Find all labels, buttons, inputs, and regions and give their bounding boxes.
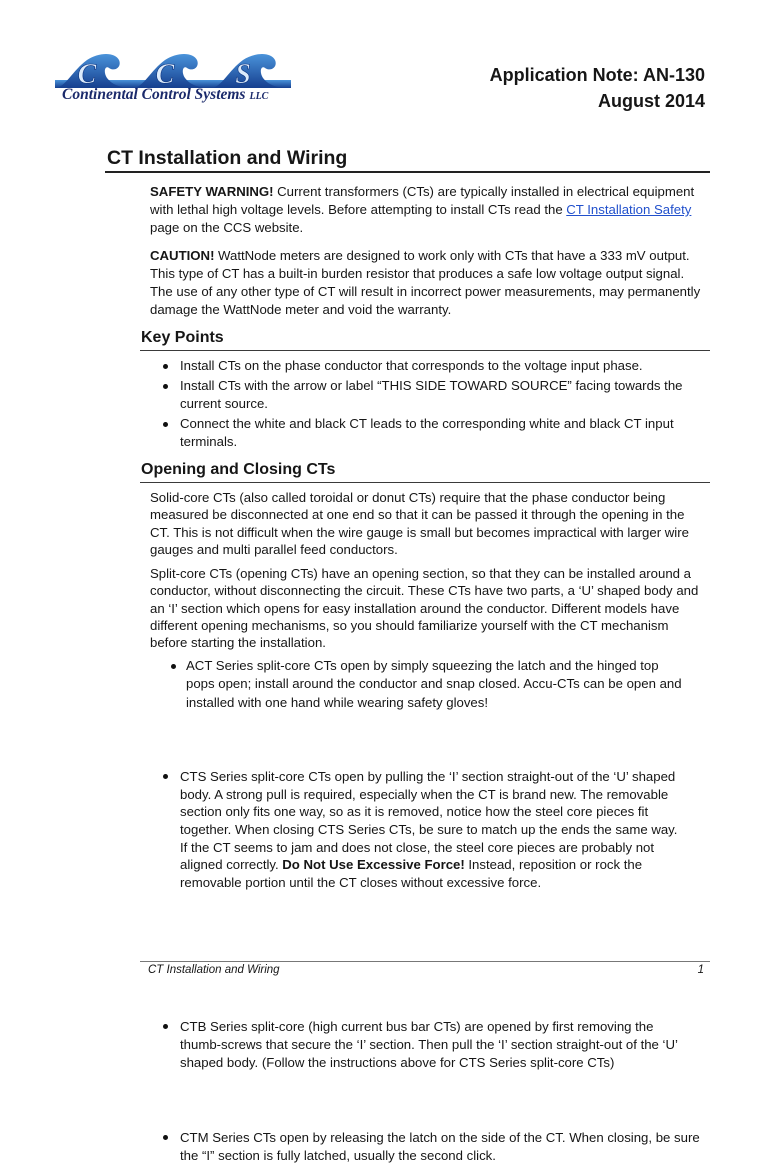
key-points-heading: Key Points bbox=[141, 329, 224, 346]
bullet-icon bbox=[163, 422, 168, 427]
caution-line: This type of CT has a built-in burden resistor that produces a safe low voltage output signal. bbox=[150, 266, 685, 281]
list-item-text: Instead, reposition or rock the bbox=[468, 857, 643, 873]
list-item-line: Connect the white and black CT leads to the corresponding white and black CT input bbox=[180, 416, 674, 431]
list-item-line: CTS Series split-core CTs open by pulling the ‘I’ section straight-out of the ‘U’ shaped bbox=[180, 768, 676, 784]
safety-warning-line: page on the CCS website. bbox=[150, 220, 304, 235]
list-item-line bbox=[180, 856, 768, 874]
application-note-number: Application Note: AN-130 bbox=[489, 65, 705, 85]
paragraph-line: conductor, without disconnecting the circuit. These CTs have two parts, a ‘U’ shaped body and bbox=[150, 583, 699, 599]
key-points-divider bbox=[140, 350, 710, 351]
list-item-line: together. When closing CTS Series CTs, be sure to match up the ends the same way. bbox=[180, 821, 678, 837]
list-item-line: Install CTs on the phase conductor that corresponds to the voltage input phase. bbox=[180, 358, 643, 373]
safety-warning-label: SAFETY WARNING! bbox=[150, 184, 274, 199]
bullet-icon bbox=[163, 774, 168, 779]
list-item-text: aligned correctly. bbox=[180, 857, 279, 873]
list-item-line: ACT Series split-core CTs open by simply squeezing the latch and the hinged top bbox=[186, 658, 659, 673]
bullet-icon bbox=[171, 664, 176, 669]
list-item-line: thumb-screws that secure the ‘I’ section. Then pull the ‘I’ section straight-out of the ‘U’ bbox=[180, 1037, 678, 1052]
page-title: CT Installation and Wiring bbox=[107, 147, 348, 169]
footer-divider bbox=[140, 961, 710, 962]
list-item bbox=[180, 415, 683, 451]
excessive-force-warning: Do Not Use Excessive Force! bbox=[282, 857, 465, 873]
safety-warning-line bbox=[150, 183, 694, 201]
list-item bbox=[180, 357, 683, 375]
list-item-line: CTM Series CTs open by releasing the latch on the side of the CT. When closing, be sure bbox=[180, 1129, 700, 1145]
company-name bbox=[62, 85, 268, 107]
list-item-line: shaped body. (Follow the instructions above for CTS Series split-core CTs) bbox=[180, 1055, 615, 1071]
logo-letter-c-first: C bbox=[77, 59, 97, 90]
footer-title: CT Installation and Wiring bbox=[148, 964, 280, 976]
caution-paragraph bbox=[150, 247, 700, 319]
list-item-line: installed with one hand while wearing safety gloves! bbox=[186, 694, 489, 710]
paragraph-line: an ‘I’ section which opens for easy installation around the conductor. Different models have bbox=[150, 600, 680, 616]
ctm-series-item bbox=[180, 1129, 768, 1165]
company-name-text: Continental Control Systems bbox=[62, 86, 246, 103]
ctb-series-item bbox=[180, 1018, 768, 1073]
caution-line: damage the WattNode meter and void the warranty. bbox=[150, 302, 452, 317]
caution-text: WattNode meters are designed to work only with CTs that have a 333 mV output. bbox=[218, 248, 690, 263]
company-suffix: LLC bbox=[249, 91, 269, 102]
opening-closing-heading: Opening and Closing CTs bbox=[141, 461, 336, 478]
page-number: 1 bbox=[697, 964, 704, 976]
bullet-icon bbox=[163, 1024, 168, 1029]
list-item-line: removable portion until the CT closes without excessive force. bbox=[180, 875, 542, 891]
paragraph-line: CT. This is not difficult when the wire gauge is small but becomes impractical with larger wire bbox=[150, 524, 689, 540]
company-logo bbox=[55, 50, 291, 90]
list-item-line: terminals. bbox=[180, 434, 238, 449]
publication-date: August 2014 bbox=[597, 91, 705, 111]
logo-letter-s: S bbox=[235, 59, 251, 90]
safety-warning-line bbox=[150, 201, 694, 219]
safety-warning-paragraph bbox=[150, 183, 694, 237]
list-item-line: Install CTs with the arrow or label “THIS SIDE TOWARD SOURCE” facing towards the bbox=[180, 378, 683, 393]
bullet-icon bbox=[163, 1135, 168, 1140]
cts-series-item bbox=[180, 768, 768, 892]
safety-warning-text: with lethal high voltage levels. Before attempting to install CTs read the bbox=[150, 202, 563, 217]
paragraph-line: different opening mechanisms, so you should familiarize yourself with the CT mechanism bbox=[150, 617, 669, 633]
act-series-item bbox=[186, 657, 768, 712]
opening-closing-divider bbox=[140, 482, 710, 483]
caution-line: The use of any other type of CT will result in incorrect power measurements, may permanently bbox=[150, 284, 701, 299]
paragraph-line: Split-core CTs (opening CTs) have an opening section, so that they can be installed around a bbox=[150, 566, 692, 581]
logo-letter-c-second: C bbox=[155, 59, 175, 90]
bullet-icon bbox=[163, 384, 168, 389]
list-item-line: If the CT seems to jam and does not close, the steel core pieces are probably not bbox=[180, 839, 655, 855]
paragraph-line: measured be disconnected at one end so that it can be passed it through the opening in the bbox=[150, 507, 685, 523]
solid-core-paragraph bbox=[150, 489, 689, 558]
list-item-line: pops open; install around the conductor and snap closed. Accu-CTs can be open and bbox=[186, 676, 682, 692]
list-item-line: the “I” section is fully latched, usually the second click. bbox=[180, 1147, 496, 1163]
paragraph-line: gauges and multi parallel feed conductors. bbox=[150, 541, 398, 557]
key-points-list bbox=[180, 357, 683, 451]
list-item-line: section only fits one way, so as it is removed, notice how the steel core pieces fit bbox=[180, 804, 649, 820]
safety-warning-text: Current transformers (CTs) are typically installed in electrical equipment bbox=[277, 184, 695, 199]
list-item-line: CTB Series split-core (high current bus bar CTs) are opened by first removing the bbox=[180, 1018, 654, 1034]
list-item-line: current source. bbox=[180, 396, 268, 411]
list-item-line: body. A strong pull is required, especially when the CT is brand new. The removable bbox=[180, 786, 669, 802]
paragraph-line: Solid-core CTs (also called toroidal or donut CTs) require that the phase conductor being bbox=[150, 490, 666, 505]
title-divider bbox=[105, 171, 710, 173]
split-core-paragraph bbox=[150, 565, 698, 651]
caution-label: CAUTION! bbox=[150, 248, 215, 263]
ct-installation-safety-link[interactable]: CT Installation Safety bbox=[566, 202, 692, 217]
caution-line bbox=[150, 247, 700, 265]
paragraph-line: before starting the installation. bbox=[150, 635, 326, 651]
bullet-icon bbox=[163, 364, 168, 369]
list-item bbox=[180, 377, 683, 413]
